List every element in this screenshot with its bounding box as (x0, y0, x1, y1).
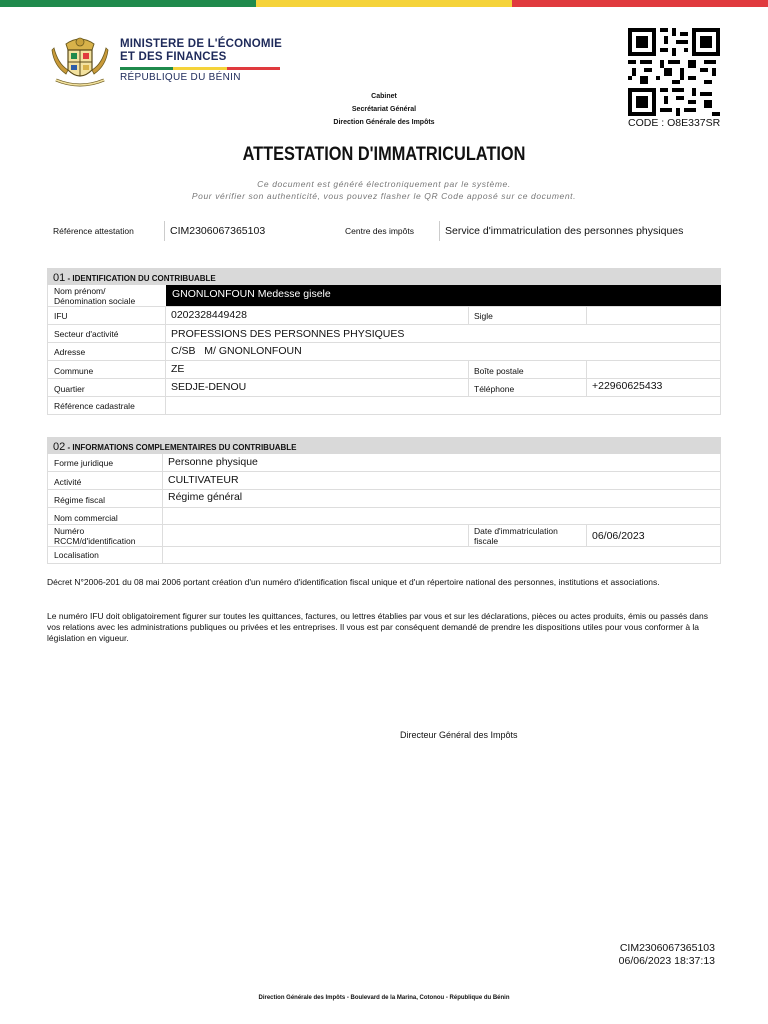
signer-title: Directeur Général des Impôts (400, 730, 518, 740)
district-value: SEDJE-DENOU (171, 381, 247, 393)
cadastral-divider (165, 397, 166, 414)
reference-row (47, 220, 721, 242)
tax-regime-label: Régime fiscal (54, 495, 106, 505)
row-cadastral (47, 397, 721, 415)
sigle-label: Sigle (474, 311, 493, 321)
trade-name-divider (162, 508, 163, 524)
legal-form-divider (162, 454, 163, 471)
activity-label: Activité (54, 477, 82, 487)
name-label (54, 286, 135, 306)
bp-divider-left (468, 361, 469, 378)
footer-address: Direction Générale des Impôts - Boulevard de la Marina, Cotonou - République du Bénin (258, 995, 510, 1001)
secretariat-label: Secrétariat Général (351, 106, 417, 113)
activity-value: CULTIVATEUR (168, 474, 239, 486)
address-value: C/SB M/ GNONLONFOUN (171, 345, 302, 357)
district-divider (165, 379, 166, 396)
notice-line-1: Ce document est généré électroniquement par le système. (257, 179, 511, 189)
ifu-notice-text: Le numéro IFU doit obligatoirement figurer sur toutes les quittances, factures, ou lettres établies par vous et sur les déclarations, pièces ou actes produits, émis ou passés dans vos relations avec les administrations publiques ou privées et les entreprises. Il vous est par conséquent demandé de prendre les dispositions utiles pour vous conformer à la législation en vigueur. (47, 611, 708, 643)
tax-centre-value: Service d'immatriculation des personnes physiques (445, 225, 684, 237)
sector-value: PROFESSIONS DES PERSONNES PHYSIQUES (171, 328, 405, 340)
section-01-title: - IDENTIFICATION DU CONTRIBUABLE (65, 274, 216, 283)
location-label: Localisation (54, 550, 99, 560)
reference-divider (164, 221, 165, 241)
cabinet-block (0, 90, 768, 129)
registration-date-label (474, 526, 558, 546)
reg-date-divider-right (586, 525, 587, 546)
sector-divider (165, 325, 166, 342)
row-legal-form (47, 454, 721, 472)
direction-label: Direction Générale des Impôts (333, 119, 435, 126)
ifu-label: IFU (54, 311, 68, 321)
row-ifu (47, 307, 721, 325)
row-activity (47, 472, 721, 490)
ministry-flag-stripe (120, 67, 280, 70)
footer-datetime: 06/06/2023 18:37:13 (618, 955, 715, 967)
tax-centre-label: Centre des impôts (345, 226, 414, 236)
notice-line-2: Pour vérifier son authenticité, vous pouvez flasher le QR Code apposé sur ce document. (191, 191, 577, 201)
row-district (47, 379, 721, 397)
flag-green-stripe (0, 0, 256, 7)
district-label: Quartier (54, 384, 85, 394)
sigle-divider-right (586, 307, 587, 324)
cadastral-label: Référence cadastrale (54, 401, 135, 411)
commune-label: Commune (54, 366, 94, 376)
rccm-label-line1: Numéro (54, 526, 85, 536)
reference-label: Référence attestation (53, 226, 134, 236)
reg-date-divider-left (468, 525, 469, 546)
ifu-value: 0202328449428 (171, 309, 247, 321)
commune-divider (165, 361, 166, 378)
row-sector (47, 325, 721, 343)
coat-of-arms-icon (48, 34, 112, 92)
phone-label: Téléphone (474, 384, 515, 394)
section-identification (47, 268, 721, 415)
legal-form-label: Forme juridique (54, 458, 114, 468)
section-01-number: 01 (53, 272, 66, 284)
address-label: Adresse (54, 347, 86, 357)
flag-red-stripe (512, 0, 768, 7)
ministry-name-line2: ET DES FINANCES (120, 51, 227, 63)
qr-code-label: CODE : O8E337SR (628, 117, 721, 129)
footer-reference (560, 942, 715, 968)
row-trade-name (47, 508, 721, 525)
section-02-number: 02 (53, 441, 66, 453)
address-divider (165, 343, 166, 360)
row-location (47, 547, 721, 564)
name-label-line2: Dénomination sociale (54, 296, 136, 306)
rccm-label-line2: RCCM/d'identification (54, 536, 136, 546)
phone-divider-right (586, 379, 587, 396)
republic-name: RÉPUBLIQUE DU BÉNIN (120, 72, 241, 83)
location-divider (162, 547, 163, 563)
section-complementary (47, 437, 721, 564)
cabinet-label: Cabinet (371, 93, 397, 100)
name-value: GNONLONFOUN Medesse gisele (166, 285, 721, 306)
tax-regime-value: Régime général (168, 491, 243, 503)
registration-date-label-line2: fiscale (474, 536, 499, 546)
ministry-block (120, 38, 282, 83)
section-02-title: - INFORMATIONS COMPLEMENTAIRES DU CONTRIBUABLE (65, 443, 297, 452)
activity-divider (162, 472, 163, 489)
row-tax-regime (47, 490, 721, 508)
row-commune (47, 361, 721, 379)
sigle-divider-left (468, 307, 469, 324)
section-02-header (47, 437, 721, 454)
po-box-label: Boîte postale (474, 366, 524, 376)
sector-label: Secteur d'activité (54, 329, 119, 339)
phone-value: +22960625433 (592, 380, 663, 392)
row-address (47, 343, 721, 361)
bp-divider-right (586, 361, 587, 378)
reference-value: CIM2306067365103 (170, 225, 266, 237)
row-rccm (47, 525, 721, 547)
ifu-divider (165, 307, 166, 324)
rccm-label (54, 526, 135, 546)
phone-divider-left (468, 379, 469, 396)
flag-color-bar (0, 0, 768, 7)
decree-text: Décret N°2006-201 du 08 mai 2006 portant création d'un numéro d'identification fiscal unique et d'un répertoire national des personnes, institutions et associations. (47, 577, 660, 587)
document-title: ATTESTATION D'IMMATRICULATION (242, 144, 526, 165)
registration-date-value: 06/06/2023 (592, 530, 645, 542)
tax-regime-divider (162, 490, 163, 507)
legal-form-value: Personne physique (168, 456, 258, 468)
commune-value: ZE (171, 363, 185, 375)
flag-yellow-stripe (256, 0, 512, 7)
footer-ref-number: CIM2306067365103 (619, 942, 715, 954)
tax-centre-divider (439, 221, 440, 241)
section-01-header (47, 268, 721, 285)
row-name (47, 285, 721, 307)
authenticity-notice (0, 178, 768, 202)
trade-name-label: Nom commercial (54, 513, 118, 523)
registration-date-label-line1: Date d'immatriculation (474, 526, 558, 536)
rccm-divider (162, 525, 163, 546)
ministry-name-line1: MINISTERE DE L'ÉCONOMIE (120, 38, 282, 50)
name-label-line1: Nom prénom/ (54, 286, 106, 296)
